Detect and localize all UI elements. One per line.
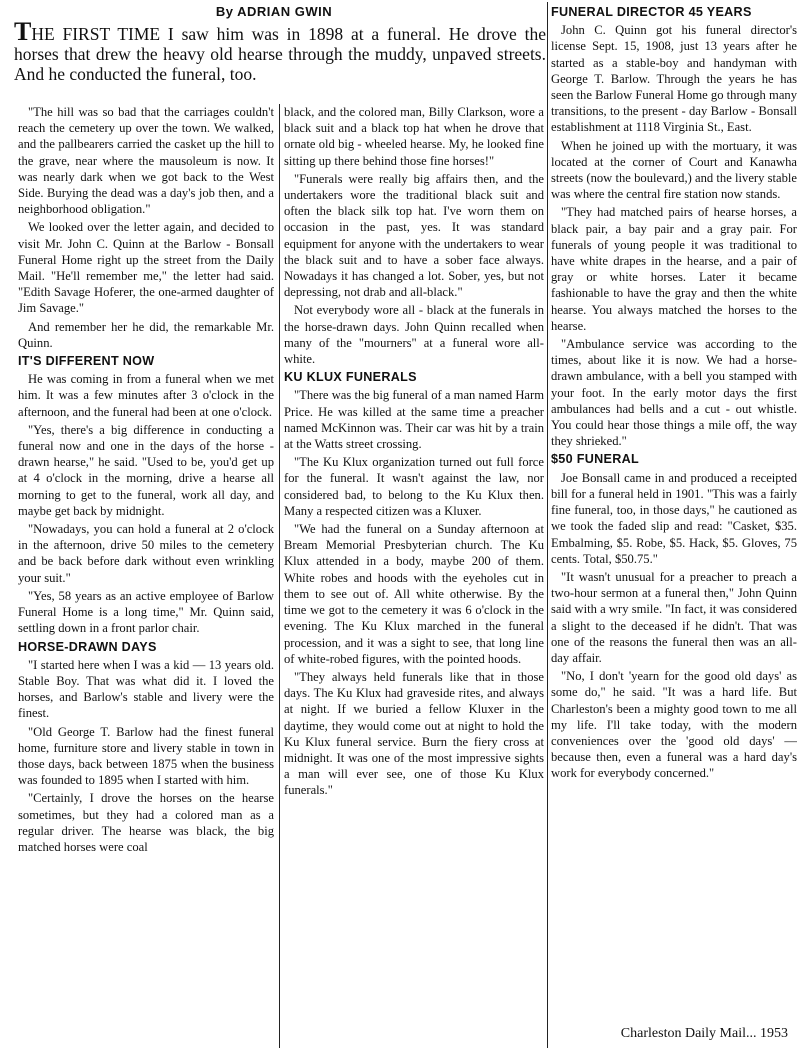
subheading-funeral-director-45-years: FUNERAL DIRECTOR 45 YEARS <box>551 5 752 19</box>
subheading-horse-drawn-days: HORSE-DRAWN DAYS <box>18 639 157 654</box>
paragraph: When he joined up with the mortuary, it was located at the corner of Court and Kanawha streets (now the boulevard,) and the livery stable was where the central fire station now stands. <box>551 138 797 202</box>
paragraph: "Yes, there's a big difference in conducting a funeral now and one in the days of the horse - drawn hearse," he said. "Used to be, you'd get up at 4 o'clock in the morning, drive a hearse all morning to get to the funeral, work all day, and maybe get back by midnight. <box>18 422 274 518</box>
column-rule-right <box>547 2 548 1048</box>
column-rule-left <box>279 104 280 1048</box>
subheading-ku-klux-funerals: KU KLUX FUNERALS <box>284 370 417 385</box>
subheading-50-dollar-funeral: $50 FUNERAL <box>551 452 639 467</box>
intro-text: HE FIRST TIME I saw him was in 1898 at a funeral. He drove the horses that drew the heavy old hearse through the muddy, unpaved streets. And he conducted the funeral, too. <box>14 24 546 84</box>
byline: By ADRIAN GWIN <box>215 4 333 19</box>
paragraph: black, and the colored man, Billy Clarkson, wore a black suit and a black top hat when he drove that ornate old big - wheeled hearse. My, he looked fine sitting up there behind those fine horses!" <box>284 105 544 168</box>
paragraph: "We had the funeral on a Sunday afternoon at Bream Memorial Presbyterian church. The Ku Klux attended in a body, maybe 200 of them. White robes and hoods with the eyeholes cut in them to see out of. All white otherwise. By the time we got to the cemetery it was 6 o'clock in the evening. The Ku Klux marched in the funeral procession, and it was a sight to see, that long line of white-robed figures, with the pointed hoods. <box>284 522 544 666</box>
paragraph: "Yes, 58 years as an active employee of Barlow Funeral Home is a long time," Mr. Quinn said, settling down in a front parlor chair. <box>18 588 274 636</box>
paragraph: Joe Bonsall came in and produced a receipted bill for a funeral held in 1901. "This was a fairly fine funeral, too, in those days," he cautioned as we took the faded slip and read: "Casket, $35. Embalming, $5. Robe, $5. Hack, $5. Gloves, 75 cents. Total, $50.75." <box>551 470 797 566</box>
paragraph: Not everybody wore all - black at the funerals in the horse-drawn days. John Quinn recalled when many of the "mourners" at a funeral wore all-white. <box>284 303 544 367</box>
paragraph: "They had matched pairs of hearse horses, a black pair, a bay pair and a gray pair. For funerals of young people it was traditional to have white drapes in the hearse, and a pair of gray or white horses. Later it became fashionable to have the gray and then the white hearse. You always matched the horses to the hearse. <box>551 205 797 333</box>
paragraph: "The Ku Klux organization turned out full force for the funeral. It wasn't against the law, nor considered bad, to belong to the Ku Klux then. Many a respected citizen was a Kluxer. <box>284 455 544 518</box>
column-one <box>18 104 274 1050</box>
paragraph: "Old George T. Barlow had the finest funeral home, furniture store and livery stable in town in those days, back between 1875 when the business was founded to 1895 when I started with him. <box>18 724 274 788</box>
paragraph: And remember her he did, the remarkable Mr. Quinn. <box>18 319 274 350</box>
paragraph: "Nowadays, you can hold a funeral at 2 o'clock in the afternoon, drive 50 miles to the cemetery and be back before dark without even wrinkling your suit." <box>18 522 274 585</box>
paragraph: He was coming in from a funeral when we met him. It was a few minutes after 3 o'clock in the afternoon, and the funeral had been at one o'clock. <box>18 372 274 419</box>
paragraph: "The hill was so bad that the carriages couldn't reach the cemetery up over the town. We walked, and the pallbearers carried the casket up the hill to the grave, near where the mausoleum is now. It was nearly dark when we got back to the West Side. Burying the dead was a day's job then, and a neighborhood obligation." <box>18 105 274 217</box>
paragraph: "It wasn't unusual for a preacher to preach a two-hour sermon at a funeral then," John Quinn said with a wry smile. "In fact, it was considered a slight to the deceased if he didn't. That was one of the reasons the funeral then was an all-day affair. <box>551 569 797 665</box>
paragraph: "No, I don't 'yearn for the good old days' as some do," he said. "It was a hard life. But Charleston's been a mighty good town to me all my life. I'll take today, with the modern conveniences over the 'good old days' — because then, even a funeral was a hard day's work for everybody concerned." <box>551 669 797 781</box>
paragraph: "I started here when I was a kid — 13 years old. Stable Boy. That was what did it. I loved the horses, and Barlow's stable and livery were the finest. <box>18 657 274 721</box>
drop-cap: T <box>14 17 32 46</box>
paragraph: "Ambulance service was according to the times, about like it is now. We had a horse-drawn ambulance, with a bell you stamped with your foot. In the early motor days the first ambulances had bells and a cut - out whistle. You could hear those things a mile off, the way they shrieked." <box>551 337 797 449</box>
paragraph: "Certainly, I drove the horses on the hearse sometimes, but they had a colored man as a regular driver. The hearse was black, the big matched horses were coal <box>18 791 274 854</box>
paragraph: "There was the big funeral of a man named Harm Price. He was killed at the same time a preacher named McKinnon was. Their car was hit by a train at the Watts street crossing. <box>284 388 544 452</box>
source-caption: Charleston Daily Mail... 1953 <box>620 1026 788 1041</box>
column-two <box>284 104 544 1050</box>
paragraph: John C. Quinn got his funeral director's license Sept. 15, 1908, just 13 years after he started as a stable-boy and handyman with George T. Barlow. Through the years he has seen the Barlow Funeral Home go through many transitions, to the present - day Barlow - Bonsall establishment at 1118 Virginia St., East. <box>551 23 797 135</box>
paragraph: "They always held funerals like that in those days. The Ku Klux had graveside rites, and always at night. If we buried a fellow Kluxer in the daytime, they would come out at night to hold the Ku Klux funeral service. Burn the fiery cross at midnight. It was one of the most impressive sights a man will ever see, one of those Ku Klux funerals." <box>284 669 544 798</box>
paragraph: We looked over the letter again, and decided to visit Mr. John C. Quinn at the Barlow - Bonsall Funeral Home right up the street from the Daily Mail. "He'll remember me," the letter had said. "Edith Savage Hoferer, the one-armed daughter of Jim Savage." <box>18 220 274 316</box>
column-three <box>551 2 797 1018</box>
subheading-its-different-now: IT'S DIFFERENT NOW <box>18 354 155 369</box>
intro-paragraph <box>14 17 546 84</box>
paragraph: "Funerals were really big affairs then, and the undertakers wore the traditional black suit and often the black silk top hat. I've worn them on occasion in the past, yes. It was standard equipment for anyone with the undertakers to wear the black suit and to have a sober face always. Nowadays it has changed a lot. Sober, yes, but not depressing, not drab and all-black." <box>284 171 544 300</box>
